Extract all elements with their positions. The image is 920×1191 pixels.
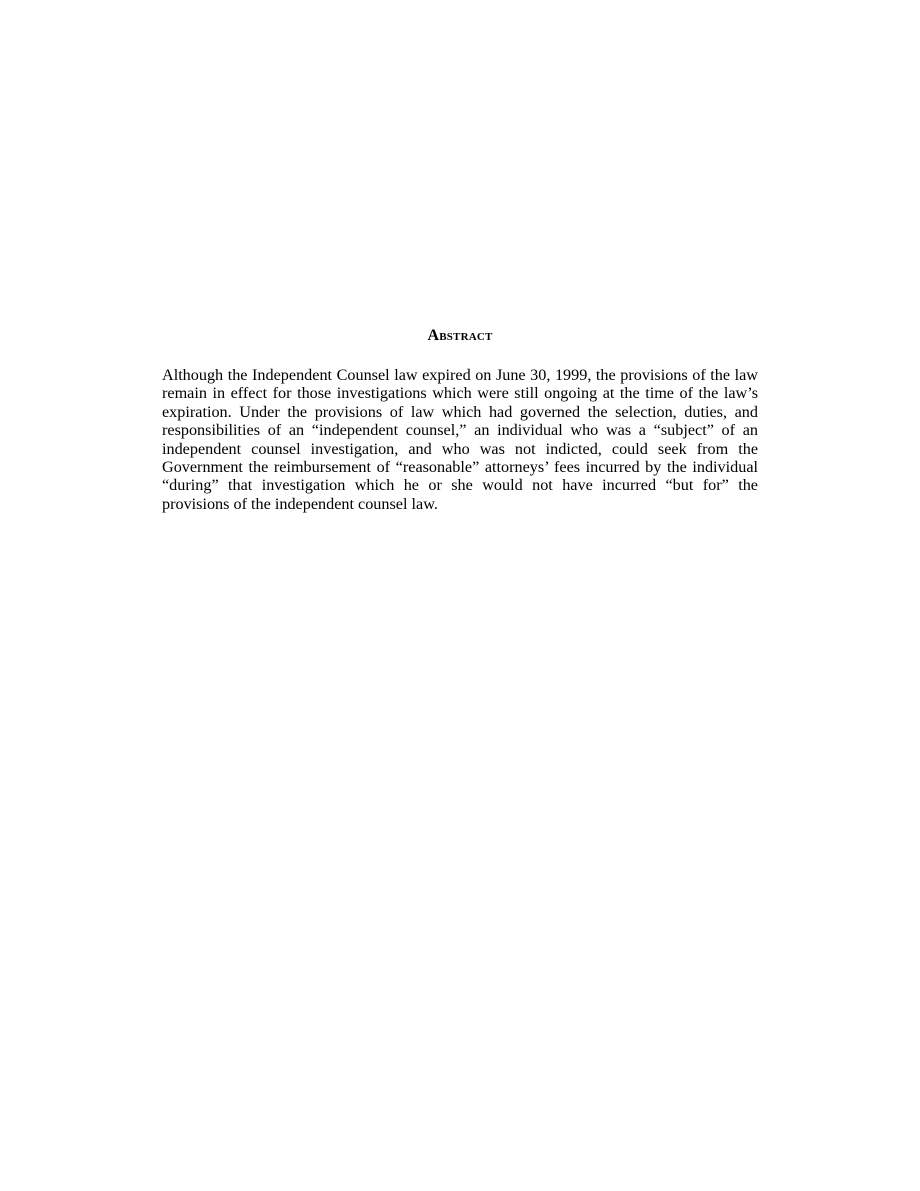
abstract-heading: Abstract: [427, 327, 493, 344]
abstract-body: Although the Independent Counsel law expired on June 30, 1999, the provisions of the law remain in effect for those investigations which were still ongoing at the time of the law’s expiration. Under the provisions of law which had governed the selection, duties, and responsibilities of an “independent counsel,” an individual who was a “subject” of an independent counsel investigation, and who was not indicted, could seek from the Government the reimbursement of “reasonable” attorneys’ fees incurred by the individual “during” that investigation which he or she would not have incurred “but for” the provisions of the independent counsel law.: [162, 366, 758, 513]
